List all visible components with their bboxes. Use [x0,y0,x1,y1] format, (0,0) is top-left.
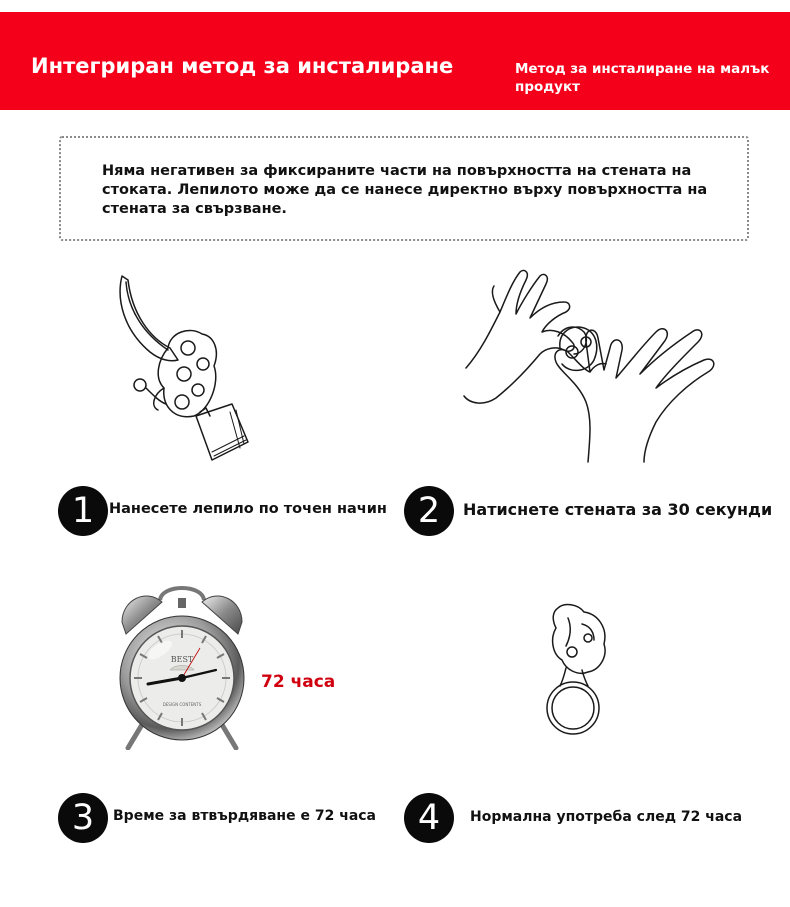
hanging-ring-hook-icon [538,598,613,738]
step-1-badge: 1 [58,486,108,536]
step-2-badge: 2 [404,486,454,536]
glue-tube-hook-icon [110,270,260,465]
notice-box [59,136,749,241]
clock-dial-text: DESIGN CONTENTS [162,702,202,707]
step-4-label: Нормална употреба след 72 часа [470,809,743,825]
step-1-label: Нанесете лепило по точен начин [109,501,387,517]
header-banner [0,12,790,110]
alarm-clock-icon [112,578,252,750]
step-3-badge: 3 [58,793,108,843]
page-title: Интегриран метод за инсталиране [31,54,454,78]
hours-label: 72 часа [261,672,336,692]
step-4-badge: 4 [404,793,454,843]
hands-pressing-icon [460,262,725,467]
notice-text: Няма негативен за фиксираните части на повърхността на стената на стоката. Лепилото може да се нанесе директно върху повърхността на стената за свързване. [102,163,708,217]
step-2-label: Натиснете стената за 30 секунди [463,500,773,519]
clock-brand: BEST [170,655,194,664]
step-3-label: Време за втвърдяване е 72 часа [113,808,377,824]
page-subtitle: Метод за инсталиране на малък продукт [515,61,770,95]
